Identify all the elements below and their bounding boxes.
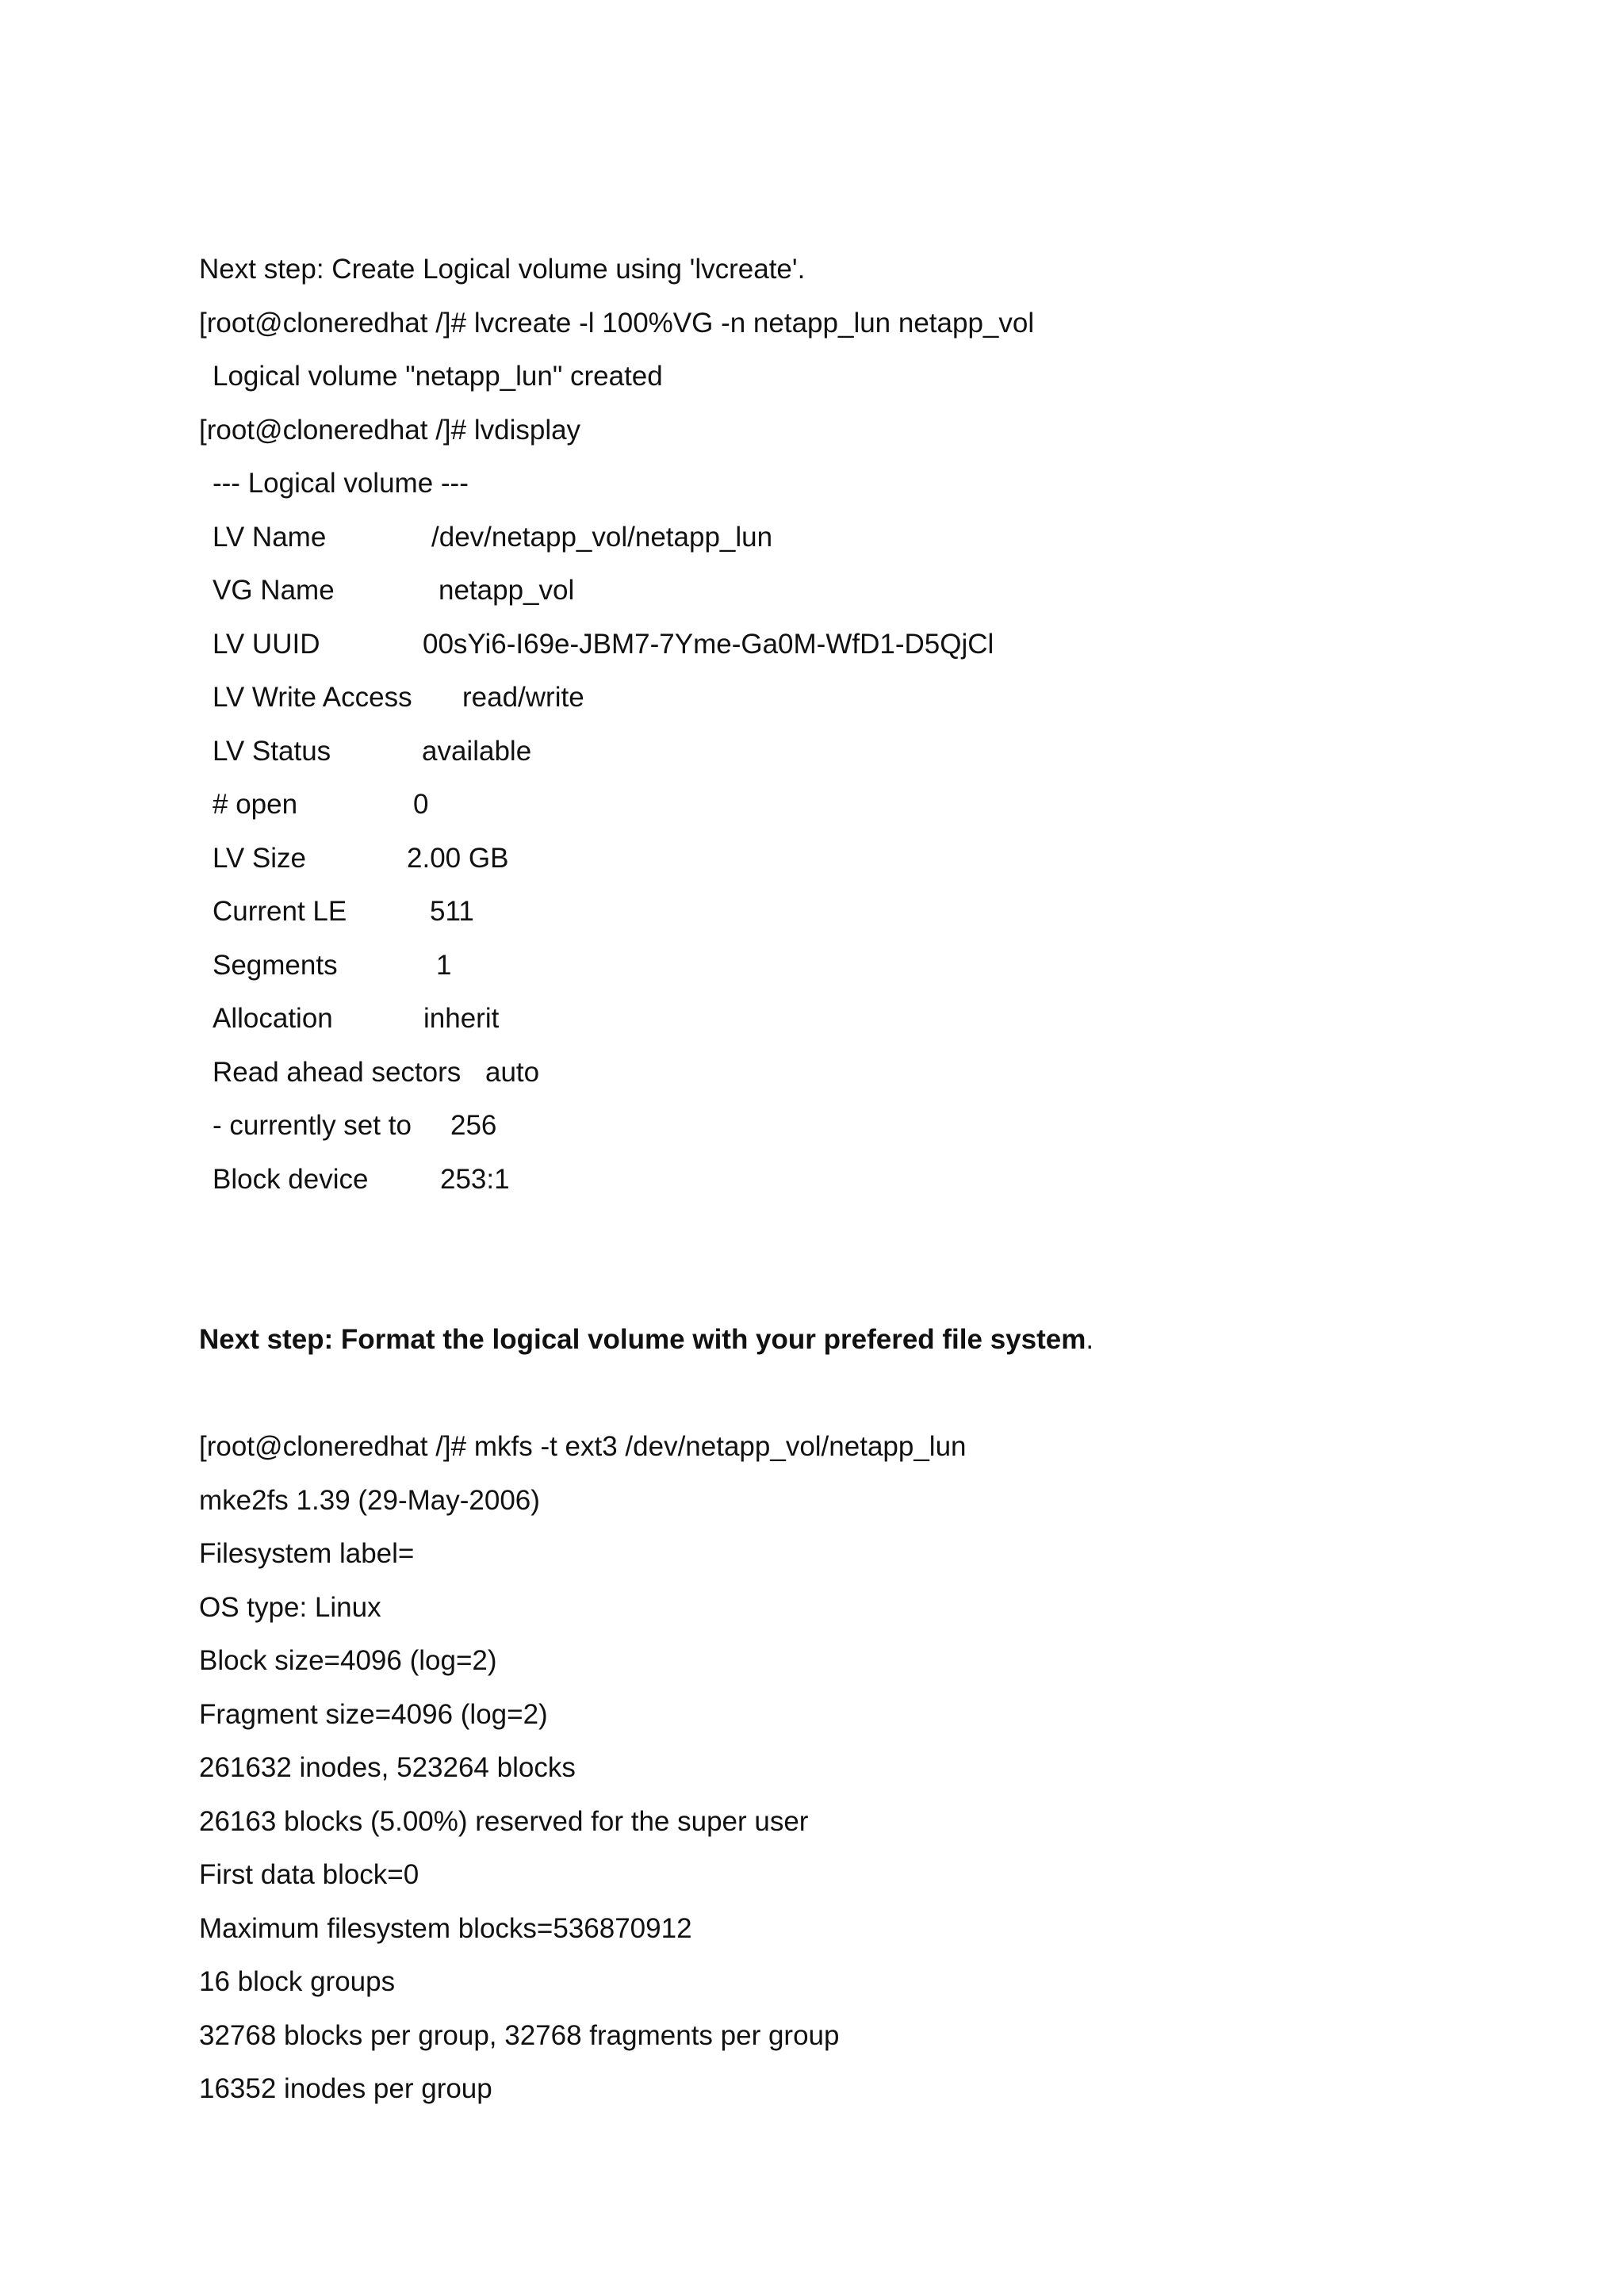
mkfs-output-line: 26163 blocks (5.00%) reserved for the super user (199, 1805, 809, 1837)
lv-field-key: - currently set to (213, 1110, 412, 1141)
lv-field-key: VG Name (213, 575, 335, 606)
lv-field-key: Current LE (213, 896, 347, 927)
step2-period: . (1086, 1324, 1094, 1355)
lv-field-key: Read ahead sectors (213, 1056, 462, 1088)
lv-field-value: /dev/netapp_vol/netapp_lun (431, 521, 773, 553)
lv-field-key: LV Size (213, 842, 307, 874)
lv-field-value: inherit (423, 1003, 500, 1034)
lv-field-row (199, 677, 1436, 731)
lv-field-key: LV Write Access (213, 682, 412, 713)
mkfs-output-line: mke2fs 1.39 (29-May-2006) (199, 1484, 540, 1516)
mkfs-output-line: 16 block groups (199, 1966, 396, 1997)
mkfs-output-line: Maximum filesystem blocks=536870912 (199, 1912, 692, 1944)
lv-field-value: read/write (462, 682, 584, 713)
lv-field-row (199, 784, 1436, 838)
mkfs-output (199, 1480, 1436, 2122)
lv-field-key: Allocation (213, 1003, 333, 1034)
lv-field-value: 511 (430, 896, 474, 927)
step2-heading (199, 1319, 1436, 1373)
spacer (199, 1212, 1436, 1319)
lv-field-value: 1 (436, 949, 452, 981)
mkfs-output-line: Block size=4096 (log=2) (199, 1645, 497, 1676)
lv-field-value: available (422, 735, 532, 767)
lv-field-value: 0 (413, 789, 429, 820)
lv-field-key: LV UUID (213, 628, 320, 660)
mkfs-output-line: Filesystem label= (199, 1538, 415, 1569)
lvcreate-output: Logical volume "netapp_lun" created (213, 361, 663, 392)
lv-field-row (199, 731, 1436, 785)
lv-field-row (199, 1052, 1436, 1106)
lv-field-row (199, 945, 1436, 999)
lv-field-row (199, 998, 1436, 1052)
lv-field-key: Segments (213, 949, 338, 981)
lv-field-key: LV Status (213, 735, 331, 767)
lv-field-row (199, 1159, 1436, 1213)
lv-field-row (199, 891, 1436, 945)
lv-field-row (199, 517, 1436, 571)
mkfs-output-line: First data block=0 (199, 1859, 419, 1890)
mkfs-output-line: 16352 inodes per group (199, 2073, 492, 2104)
intro-text: Next step: Create Logical volume using 'lvcreate'. (199, 254, 806, 285)
mkfs-output-line: 261632 inodes, 523264 blocks (199, 1752, 576, 1783)
lv-field-value: netapp_vol (439, 575, 575, 606)
mkfs-output-line: 32768 blocks per group, 32768 fragments per group (199, 2019, 840, 2051)
lv-field-row (199, 1105, 1436, 1159)
spacer (199, 1373, 1436, 1427)
lv-fields (199, 517, 1436, 1213)
document-body (199, 249, 1436, 2122)
lv-field-row (199, 838, 1436, 892)
mkfs-output-line: Fragment size=4096 (log=2) (199, 1698, 548, 1730)
lv-field-value: 00sYi6-I69e-JBM7-7Yme-Ga0M-WfD1-D5QjCl (423, 628, 994, 660)
lvdisplay-command: [root@cloneredhat /]# lvdisplay (199, 414, 581, 446)
lv-field-value: 2.00 GB (407, 842, 509, 874)
lv-field-value: auto (485, 1056, 540, 1088)
lv-field-value: 253:1 (440, 1163, 510, 1195)
mkfs-command: [root@cloneredhat /]# mkfs -t ext3 /dev/netapp_vol/netapp_lun (199, 1431, 967, 1462)
lv-field-value: 256 (450, 1110, 497, 1141)
lv-field-row (199, 570, 1436, 624)
step2-bold-text: Next step: Format the logical volume with your prefered file system (199, 1324, 1086, 1355)
lv-header: --- Logical volume --- (213, 468, 469, 499)
lv-field-row (199, 624, 1436, 678)
mkfs-output-line: OS type: Linux (199, 1591, 381, 1623)
lvcreate-command: [root@cloneredhat /]# lvcreate -l 100%VG -n netapp_lun netapp_vol (199, 307, 1035, 339)
lv-field-key: Block device (213, 1163, 369, 1195)
lv-field-key: LV Name (213, 521, 327, 553)
lv-field-key: # open (213, 789, 298, 820)
